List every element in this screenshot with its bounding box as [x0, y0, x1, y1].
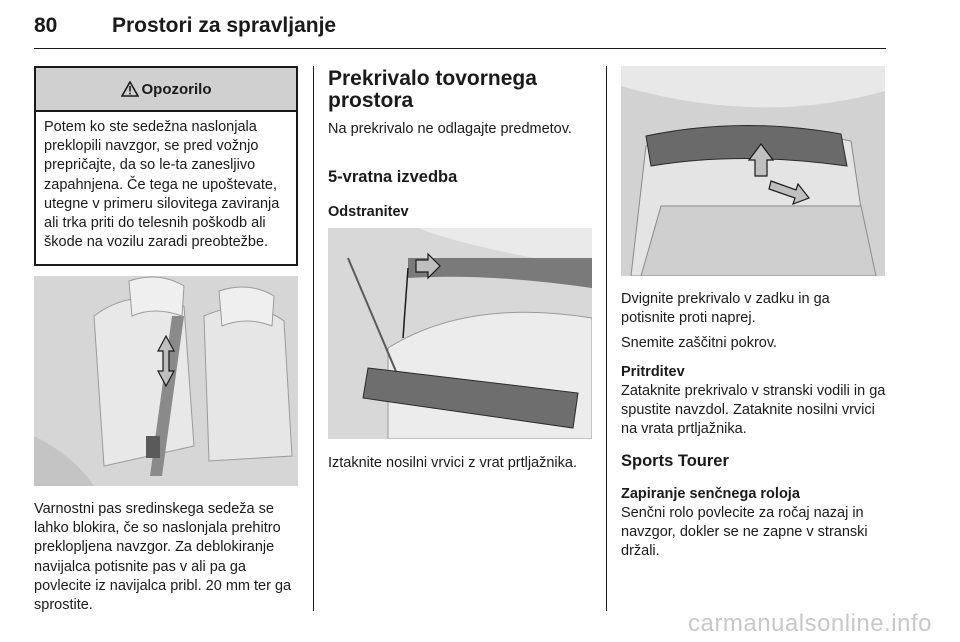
seat-belt-paragraph: Varnostni pas sredinskega sedeža se lahko blokira, če so naslonjala prehitro preklopljena navzgor. Za deblokiranje navijalca potisnite pas v ali pa ga povlecite iz navijalca pribl. 20 mm ter ga sprostite.	[34, 501, 292, 614]
page-number: 80	[34, 14, 58, 37]
column-divider-1	[313, 66, 314, 611]
column-divider-2	[606, 66, 607, 611]
warning-title: Opozorilo	[141, 80, 212, 98]
page-header	[34, 10, 886, 46]
cover-lift-illustration	[621, 66, 885, 276]
warning-box	[34, 66, 298, 266]
step-remove-cover-text: Snemite zaščitni pokrov.	[621, 335, 778, 351]
blind-closing-text: Senčni rolo povlecite za ročaj nazaj in navzgor, dokler se ne zapne v stranski držali.	[621, 505, 868, 560]
install-text: Zataknite prekrivalo v stranski vodili in ga spustite navzdol. Zataknite nosilni vrvici na vrata prtljažnika.	[621, 383, 886, 438]
warning-triangle-icon	[121, 81, 139, 97]
header-rule	[34, 48, 886, 49]
cover-removal-illustration	[328, 228, 592, 439]
page-title: Prostori za spravljanje	[112, 14, 337, 37]
removal-label: Odstranitev	[328, 204, 409, 220]
install-label: Pritrditev	[621, 364, 685, 380]
warning-header	[36, 68, 296, 112]
rear-seat-belt-illustration	[34, 276, 298, 486]
removal-text: Iztaknite nosilni vrvici z vrat prtljažnika.	[328, 455, 577, 471]
subheading-5-door: 5-vratna izvedba	[328, 168, 458, 186]
sports-tourer-heading: Sports Tourer	[621, 452, 729, 470]
watermark: carmanualsonline.info	[688, 610, 932, 637]
intro-paragraph: Na prekrivalo ne odlagajte predmetov.	[328, 121, 572, 137]
section-heading: Prekrivalo tovornega prostora	[328, 67, 537, 112]
blind-closing-label: Zapiranje senčnega roloja	[621, 486, 800, 502]
step-lift-text: Dvignite prekrivalo v zadku in ga potisnite proti naprej.	[621, 291, 830, 327]
warning-text: Potem ko ste sedežna naslonjala preklopili navzgor, se pred vožnjo prepričajte, da so le-ta zanesljivo zapahnjena. Če tega ne upoštevate, utegne v primeru silovitega zaviranja ali trka priti do telesnih poškodb ali škode na vozilu zaradi preobtežbe.	[44, 119, 280, 251]
